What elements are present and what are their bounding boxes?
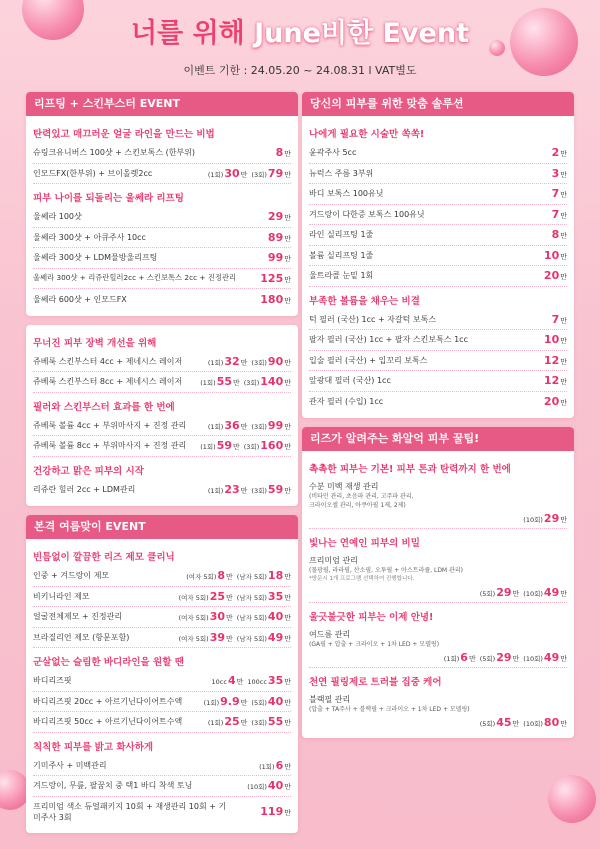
summer-card-title: 본격 여름맞이 EVENT — [26, 515, 298, 539]
list-item: 울쎄라 300샷 + LDM물방울리프팅 99만 — [33, 248, 291, 269]
booster-sub2: 필러와 스킨부스터 효과를 한 번에 — [33, 401, 175, 413]
list-item: 겨드랑이 다한증 보톡스 100유닛 7만 — [309, 205, 567, 226]
event-period: 이벤트 기한 : 24.05.20 ~ 24.08.31 l VAT별도 — [183, 64, 417, 77]
list-item: 쥬베룩 볼륨 4cc + 부위마사지 + 진정 관리 (1회)36만 (3회)99만 — [33, 416, 291, 437]
title-part-b: June비한 Event — [254, 18, 469, 49]
tips-sub1: 촉촉한 피부는 기본! 피부 톤과 탄력까지 한 번에 — [309, 464, 511, 475]
list-item: 블랙필 관리 (압출 + TA주사 + 블랙필 + 크라이오 + 1차 LED + 모델링) (5회)45만 (10회)80만 — [309, 695, 567, 729]
booster-card — [26, 325, 298, 507]
tips-card — [302, 427, 574, 738]
list-item: 바디리즈핏 20cc + 아르기닌다이어트수액 (1회)9.9만 (5회)40만 — [33, 692, 291, 713]
list-item: 비키니라인 제모 (여자 5회)25만 (남자 5회)35만 — [33, 587, 291, 608]
title-part-a: 너를 위해 — [131, 18, 245, 49]
lifting-card — [26, 92, 298, 316]
list-item: 브라질리언 제모 (항문포함) (여자 5회)39만 (남자 5회)49만 — [33, 628, 291, 649]
list-item: 앞광대 필러 (국산) 1cc 12만 — [309, 371, 567, 392]
list-item: 팔자 필러 (국산) 1cc + 팔자 스킨보톡스 1cc 10만 — [309, 330, 567, 351]
lifting-sub2: 피부 나이를 되돌리는 울쎄라 리프팅 — [33, 193, 184, 204]
lifting-sub1: 탄력있고 매끄러운 얼굴 라인을 만드는 비법 — [33, 129, 215, 140]
summer-sub1: 빈틈없이 깔끔한 리즈 제모 클리닉 — [33, 552, 175, 563]
list-item: 라인 실리프팅 1줄 8만 — [309, 225, 567, 246]
list-item: 볼륨 실리프팅 1줄 10만 — [309, 246, 567, 267]
summer-card — [26, 515, 298, 833]
list-item: 울쎄라 300샷 + 아큐주사 10cc 89만 — [33, 228, 291, 249]
list-item: 울쎄라 100샷 29만 — [33, 207, 291, 228]
list-item: 바디리즈핏 50cc + 아르기닌다이어트수액 (1회)25만 (3회)55만 — [33, 712, 291, 733]
solution-card — [302, 92, 574, 418]
list-item: 수분 미백 재생 관리 (비타민 관리, 초음파 관리, 고주파 관리, 크라이오셀 관리, 아쿠아필 1제, 2제) (10회)29만 — [309, 478, 567, 529]
booster-sub1: 무너진 피부 장벽 개선을 위해 — [33, 337, 157, 349]
list-item: 울트라콜 눈밑 1회 20만 — [309, 266, 567, 287]
list-item: 프리미엄 관리 (물광필, 라라필, 산소필, 오투필 + 아스트라쥴, LDM 관리) *방문시 1개 프로그램 선택하여 진행합니다. (5회)29만 (10회)49만 — [309, 552, 567, 603]
list-item: 기미주사 + 미백관리 (1회)6만 — [33, 756, 291, 777]
list-item: 쥬베룩 볼륨 8cc + 부위마사지 + 진정 관리 (1회)59만 (3회)160만 — [33, 436, 291, 457]
list-item: 뉴럭스 주름 3부위 3만 — [309, 164, 567, 185]
page-title — [0, 14, 600, 54]
list-item: 울쎄라 600샷 + 인모드FX 180만 — [33, 292, 291, 306]
right-column — [302, 92, 574, 747]
list-item: 쥬베룩 스킨부스터 4cc + 제네시스 레이저 (1회)32만 (3회)90만 — [33, 352, 291, 373]
booster-sub3: 건강하고 맑은 피부의 시작 — [33, 465, 144, 477]
solution-card-title: 당신의 피부를 위한 맞춤 솔루션 — [302, 92, 574, 116]
list-item: 인모드FX(한부위) + 브이올렛2cc (1회)30만 (3회)79만 — [33, 164, 291, 185]
list-item: 리쥬란 힐러 2cc + LDM관리 (1회)23만 (3회)59만 — [33, 483, 291, 497]
list-item: 겨드랑이, 무릎, 팔꿈치 중 택1 바디 착색 토닝 (10회)40만 — [33, 776, 291, 797]
tips-sub3: 울긋불긋한 피부는 이제 안녕! — [309, 612, 434, 623]
list-item: 쥬베룩 스킨부스터 8cc + 제네시스 레이저 (1회)55만 (3회)140만 — [33, 372, 291, 393]
solution-sub1: 나에게 필요한 시술만 쏙쏙! — [309, 129, 425, 140]
tips-card-title: 리즈가 알려주는 화알억 피부 꿀팁! — [302, 427, 574, 451]
tips-sub2: 빛나는 연예인 피부의 비밀 — [309, 538, 420, 549]
solution-sub2: 부족한 볼륨을 채우는 비결 — [309, 295, 420, 307]
list-item: 윤곽주사 5cc 2만 — [309, 143, 567, 164]
list-item: 슈링크유니버스 100샷 + 스킨보톡스 (한부위) 8만 — [33, 143, 291, 164]
left-column — [26, 92, 298, 842]
summer-sub3: 칙칙한 피부를 밝고 화사하게 — [33, 741, 154, 753]
page-header — [0, 14, 600, 78]
list-item: 인중 + 겨드랑이 제모 (여자 5회)8만 (남자 5회)18만 — [33, 566, 291, 587]
list-item: 얼굴전체제모 + 진정관리 (여자 5회)30만 (남자 5회)40만 — [33, 607, 291, 628]
list-item: 프리미엄 색소 듀얼패키지 10회 + 재생관리 10회 + 기미주사 3회 119만 — [33, 801, 291, 822]
list-item: 관자 필러 (수입) 1cc 20만 — [309, 395, 567, 409]
list-item: 바디리즈핏 10cc4만 100cc35만 — [33, 671, 291, 692]
list-item: 입술 필러 (국산) + 입꼬리 보톡스 12만 — [309, 351, 567, 372]
decor-ball-bottom-right — [548, 775, 596, 823]
list-item: 여드름 관리 (GA필 + 압출 + 크라이오 + 1차 LED + 모델링) (1회)6만 (5회)29만 (10회)49만 — [309, 626, 567, 668]
list-item: 바디 보톡스 100유닛 7만 — [309, 184, 567, 205]
list-item: 턱 필러 (국산) 1cc + 자갈턱 보톡스 7만 — [309, 310, 567, 331]
summer-sub2: 군살없는 슬림한 바디라인을 원할 땐 — [33, 657, 184, 668]
lifting-card-title: 리프팅 + 스킨부스터 EVENT — [26, 92, 298, 116]
tips-sub4: 천연 필링제로 트러블 집중 케어 — [309, 677, 442, 688]
list-item: 울쎄라 300샷 + 리쥬란힐러2cc + 스킨보톡스 2cc + 진정관리 125만 — [33, 269, 291, 290]
